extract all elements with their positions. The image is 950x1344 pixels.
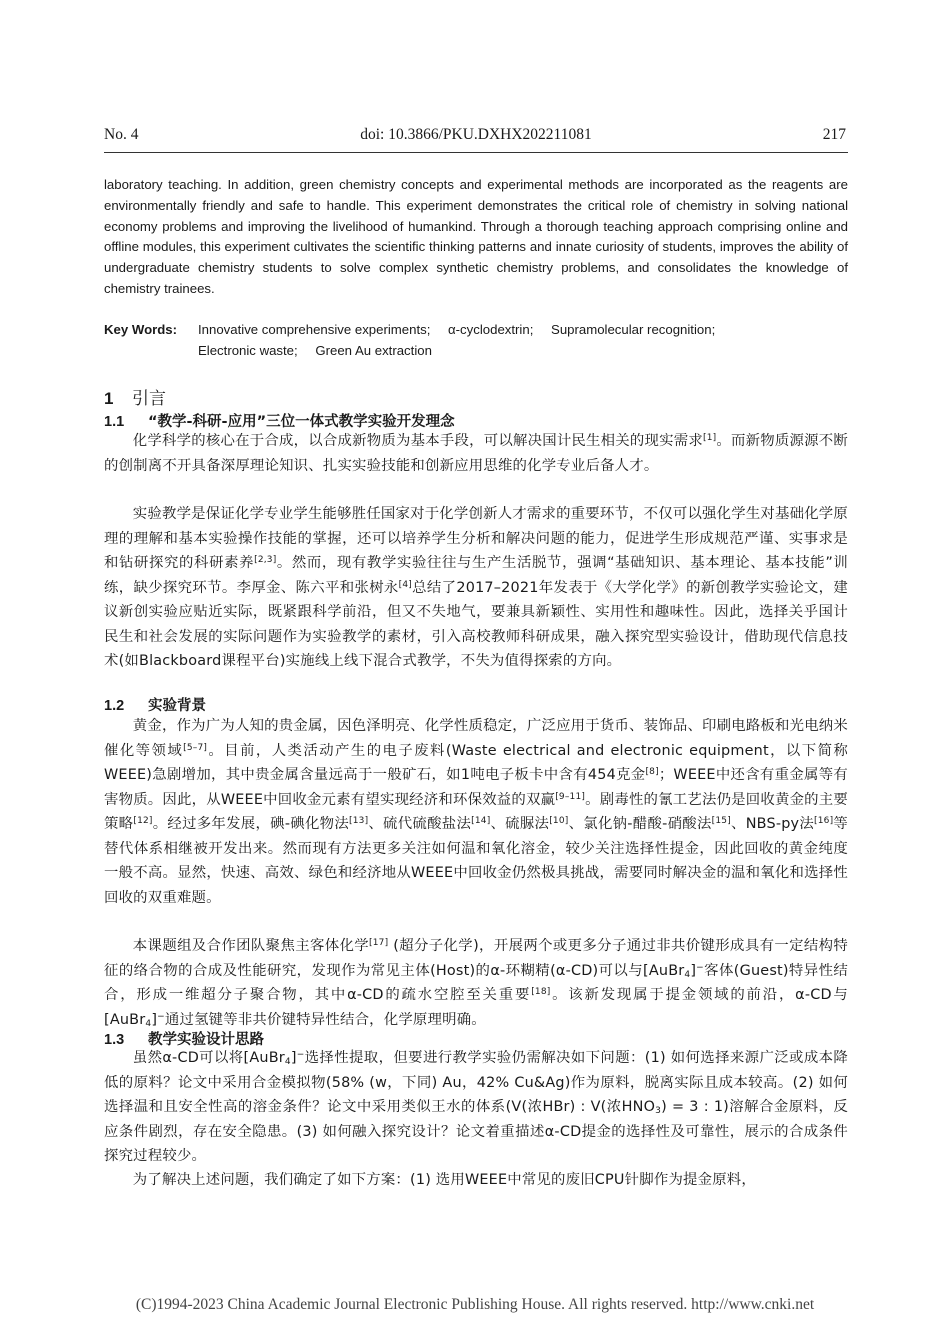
keyword-item: Innovative comprehensive experiments; bbox=[198, 322, 431, 337]
section-heading-1: 1 引言 bbox=[104, 389, 166, 409]
copyright-footer: (C)1994-2023 China Academic Journal Electronic Publishing House. All rights reserved. http://www.cnki.net bbox=[135, 1296, 815, 1313]
header-rule bbox=[104, 152, 848, 153]
abstract-text: laboratory teaching. In addition, green chemistry concepts and experimental methods are incorporated as the reagents are environmentally friendly and safe to handle. This experiment demonstrates the critical role of chemistry in solving national economy problems and improving the livelihood of humankind. Through a thorough teaching approach comprising online and offline modules, this experiment cultivates the scientific thinking patterns and innate curiosity of students, improves the ability of undergraduate chemistry students to solve complex synthetic chemistry problems, and consolidates the knowledge of chemistry trainees. bbox=[104, 177, 848, 296]
paragraph-4: 本课题组及合作团队聚焦主客体化学[17] (超分子化学)，开展两个或更多分子通过非共价键形成具有一定结构特征的络合物的合成及性能研究，发现作为常见主体(Host)的α-环糊精(α-CD)可以与[AuBr$_4$]−客体(Guest)特异性结合，形成一维超分子聚合物，其中α-CD的疏水空腔至关重要[18]。该新发现属于提金领域的前沿，α-CD与[AuBr$_4$]−通过氢键等非共价键特异性结合，化学原理明确。 bbox=[104, 938, 848, 1029]
keyword-item: Electronic waste; bbox=[198, 342, 298, 358]
keyword-item: Green Au extraction bbox=[315, 342, 432, 358]
page-number: 217 bbox=[822, 126, 846, 143]
issue-number: No. 4 bbox=[104, 126, 139, 143]
keyword-item: α-cyclodextrin; bbox=[448, 322, 534, 337]
subsection-heading-1-2: 1.2 实验背景 bbox=[104, 698, 206, 714]
paragraph-2: 实验教学是保证化学专业学生能够胜任国家对于化学创新人才需求的重要环节，不仅可以强化学生对基础化学原理的理解和基本实验操作技能的掌握，还可以培养学生分析和解决问题的能力，促进学生形成规范严谨、实事求是和钻研探究的科研素养[2,3]。然而，现有教学实验往往与生产生活脱节，强调“基础知识、基本理论、基本技能”训练，缺少探究环节。李厚金、陈六平和张树永[4]总结了2017–2021年发表于《大学化学》的新创教学实验论文，建议新创实验应贴近实际，既紧跟科学前沿，但又不失地气，要兼具新颖性、实用性和趣味性。因此，选择关乎国计民生和社会发展的实际问题作为实验教学的素材，引入高校教师科研成果，融入探究型实验设计，借助现代信息技术(如Blackboard课程平台)实施线上线下混合式教学，不失为值得探索的方向。 bbox=[104, 506, 848, 669]
keyword-item: Supramolecular recognition; bbox=[551, 322, 716, 337]
subsection-heading-1-1: 1.1 “教学-科研-应用”三位一体式教学实验开发理念 bbox=[104, 414, 455, 430]
doi[interactable]: doi: 10.3866/PKU.DXHX202211081 bbox=[360, 126, 592, 143]
running-header bbox=[104, 126, 848, 148]
keywords-label: Key Words: bbox=[104, 322, 178, 337]
paragraph-5: 虽然α-CD可以将[AuBr$_4$]−选择性提取，但要进行教学实验仍需解决如下问题：(1) 如何选择来源广泛或成本降低的原料？论文中采用合金模拟物(58% (w，下同) Au，42% Cu&Ag)作为原料，脱离实际且成本较高。(2) 如何选择温和且安全性高的溶金条件？论文中采用类似王水的体系(V(浓HBr) : V(浓$HNO_3) = 3$ : 1)溶解合金原料，反应条件剧烈，存在安全隐患。(3) 如何融入探究设计？论文着重描述α-CD提金的选择性及可靠性，展示的合成条件探究过程较少。 bbox=[104, 1050, 848, 1164]
paragraph-1: 化学科学的核心在于合成，以合成新物质为基本手段，可以解决国计民生相关的现实需求[1]。而新物质源源不断的创制离不开具备深厚理论知识、扎实实验技能和创新应用思维的化学专业后备人才。 bbox=[104, 433, 848, 474]
subsection-heading-1-3: 1.3 教学实验设计思路 bbox=[104, 1032, 264, 1048]
keywords-list bbox=[198, 320, 848, 362]
paragraph-3: 黄金，作为广为人知的贵金属，因色泽明亮、化学性质稳定，广泛应用于货币、装饰品、印刷电路板和光电纳米催化等领域[5–7]。目前，人类活动产生的电子废料(Waste electrical and electronic equipment，以下简称WEEE)急剧增加，其中贵金属含量远高于一般矿石，如1吨电子板卡中含有454克金[8]；WEEE中还含有重金属等有害物质。因此，从WEEE中回收金元素有望实现经济和环保效益的双赢[9–11]。剧毒性的氰工艺法仍是回收黄金的主要策略[12]。经过多年发展，碘-碘化物法[13]、硫代硫酸盐法[14]、硫脲法[10]、氯化钠-醋酸-硝酸法[15]、NBS-py法[16]等替代体系相继被开发出来。然而现有方法更多关注如何温和氧化溶金，较少关注选择性提金，因此回收的黄金纯度一般不高。显然，快速、高效、绿色和经济地从WEEE中回收金仍然极具挑战，需要同时解决金的温和氧化和选择性回收的双重难题。 bbox=[104, 718, 848, 906]
paragraph-6: 为了解决上述问题，我们确定了如下方案：(1) 选用WEEE中常见的废旧CPU针脚作为提金原料， bbox=[132, 1172, 756, 1188]
